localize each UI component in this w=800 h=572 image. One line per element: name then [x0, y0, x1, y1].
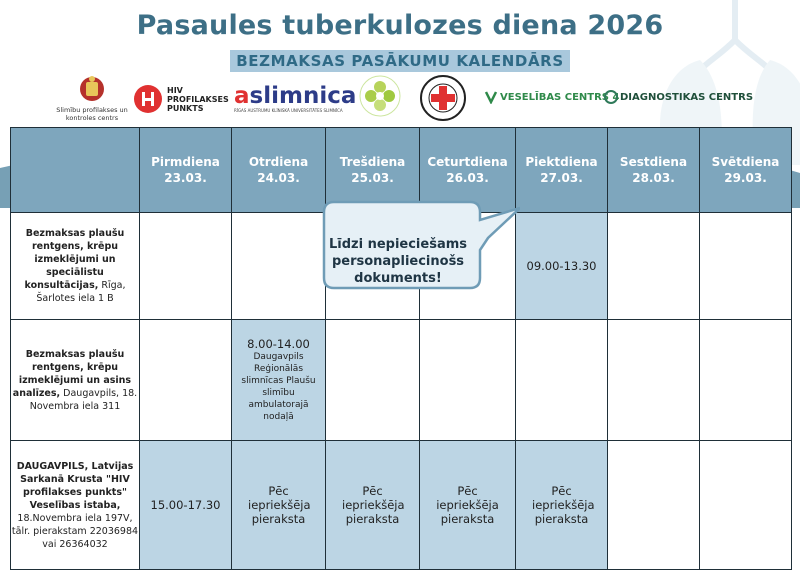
cell-sat [608, 441, 700, 570]
cell-tue: Pēc iepriekšēja pieraksta [232, 441, 326, 570]
page-subtitle: BEZMAKSAS PASĀKUMU KALENDĀRS [230, 50, 569, 72]
cell-fri: 09.00-13.30 [516, 213, 608, 320]
cell-fri: Pēc iepriekšēja pieraksta [516, 441, 608, 570]
hiv-logo: HIV PROFILAKSES PUNKTS [133, 84, 229, 114]
calendar-table [10, 127, 792, 570]
flower-icon [358, 74, 402, 118]
cell-fri [516, 320, 608, 441]
row-label: Bezmaksas plaušu rentgens, krēpu izmeklējumi un speciālistu konsultācijas, Rīga, Šarlotes iela 1 B [11, 213, 140, 320]
cell-mon: 15.00-17.30 [140, 441, 232, 570]
red-cross-icon [419, 74, 467, 122]
diagnostikas-logo: DIAGNOSTIKAS CENTRS [604, 90, 753, 104]
vc4-logo: VESELĪBAS CENTRS 4 [484, 90, 619, 104]
logos-row [0, 74, 800, 126]
day-header-thursday: Ceturtdiena 26.03. [420, 128, 516, 213]
row-label: DAUGAVPILS, Latvijas Sarkanā Krusta "HIV profilakses punkts" Veselības istaba, 18.Novembra iela 197V, tālr. pierakstam 22036984 vai 26364032 [11, 441, 140, 570]
red-cross-logo [419, 74, 467, 122]
page-title: Pasaules tuberkulozes diena 2026 [136, 10, 664, 41]
cell-sun [700, 213, 792, 320]
coat-of-arms-icon [77, 74, 107, 104]
lpa-logo [358, 74, 402, 118]
aslimnica-logo: aslimnica RĪGAS AUSTRUMU KLĪNISKĀ UNIVERSITĀTES SLIMNĪCA [234, 83, 357, 113]
day-header-sunday: Svētdiena 29.03. [700, 128, 792, 213]
cell-thu [420, 320, 516, 441]
table-row [11, 441, 792, 570]
hiv-icon [133, 84, 163, 114]
cell-sat [608, 320, 700, 441]
day-header-saturday: Sestdiena 28.03. [608, 128, 700, 213]
diagnostikas-icon [604, 90, 618, 104]
cell-sun [700, 320, 792, 441]
vc4-icon [484, 90, 498, 104]
cell-mon [140, 213, 232, 320]
cell-sat [608, 213, 700, 320]
day-header-tuesday: Otrdiena 24.03. [232, 128, 326, 213]
day-header-monday: Pirmdiena 23.03. [140, 128, 232, 213]
cell-thu: Pēc iepriekšēja pieraksta [420, 441, 516, 570]
cell-tue [232, 213, 326, 320]
day-header-wednesday: Trešdiena 25.03. [326, 128, 420, 213]
cell-wed [326, 320, 420, 441]
callout-text: Līdzi nepieciešams personapliecinošs dokuments! [328, 237, 468, 286]
header-empty [11, 128, 140, 213]
cell-wed: Pēc iepriekšēja pieraksta [326, 441, 420, 570]
cell-sun [700, 441, 792, 570]
day-header-friday: Piektdiena 27.03. [516, 128, 608, 213]
spkc-logo: Slimību profilakses un kontroles centrs [56, 74, 128, 122]
table-row [11, 320, 792, 441]
row-label: Bezmaksas plaušu rentgens, krēpu izmeklējumi un asins analīzes, Daugavpils, 18. Novembra iela 311 [11, 320, 140, 441]
cell-mon [140, 320, 232, 441]
cell-tue: 8.00-14.00 Daugavpils Reģionālās slimnīcas Plaušu slimību ambulatorajā nodaļā [232, 320, 326, 441]
